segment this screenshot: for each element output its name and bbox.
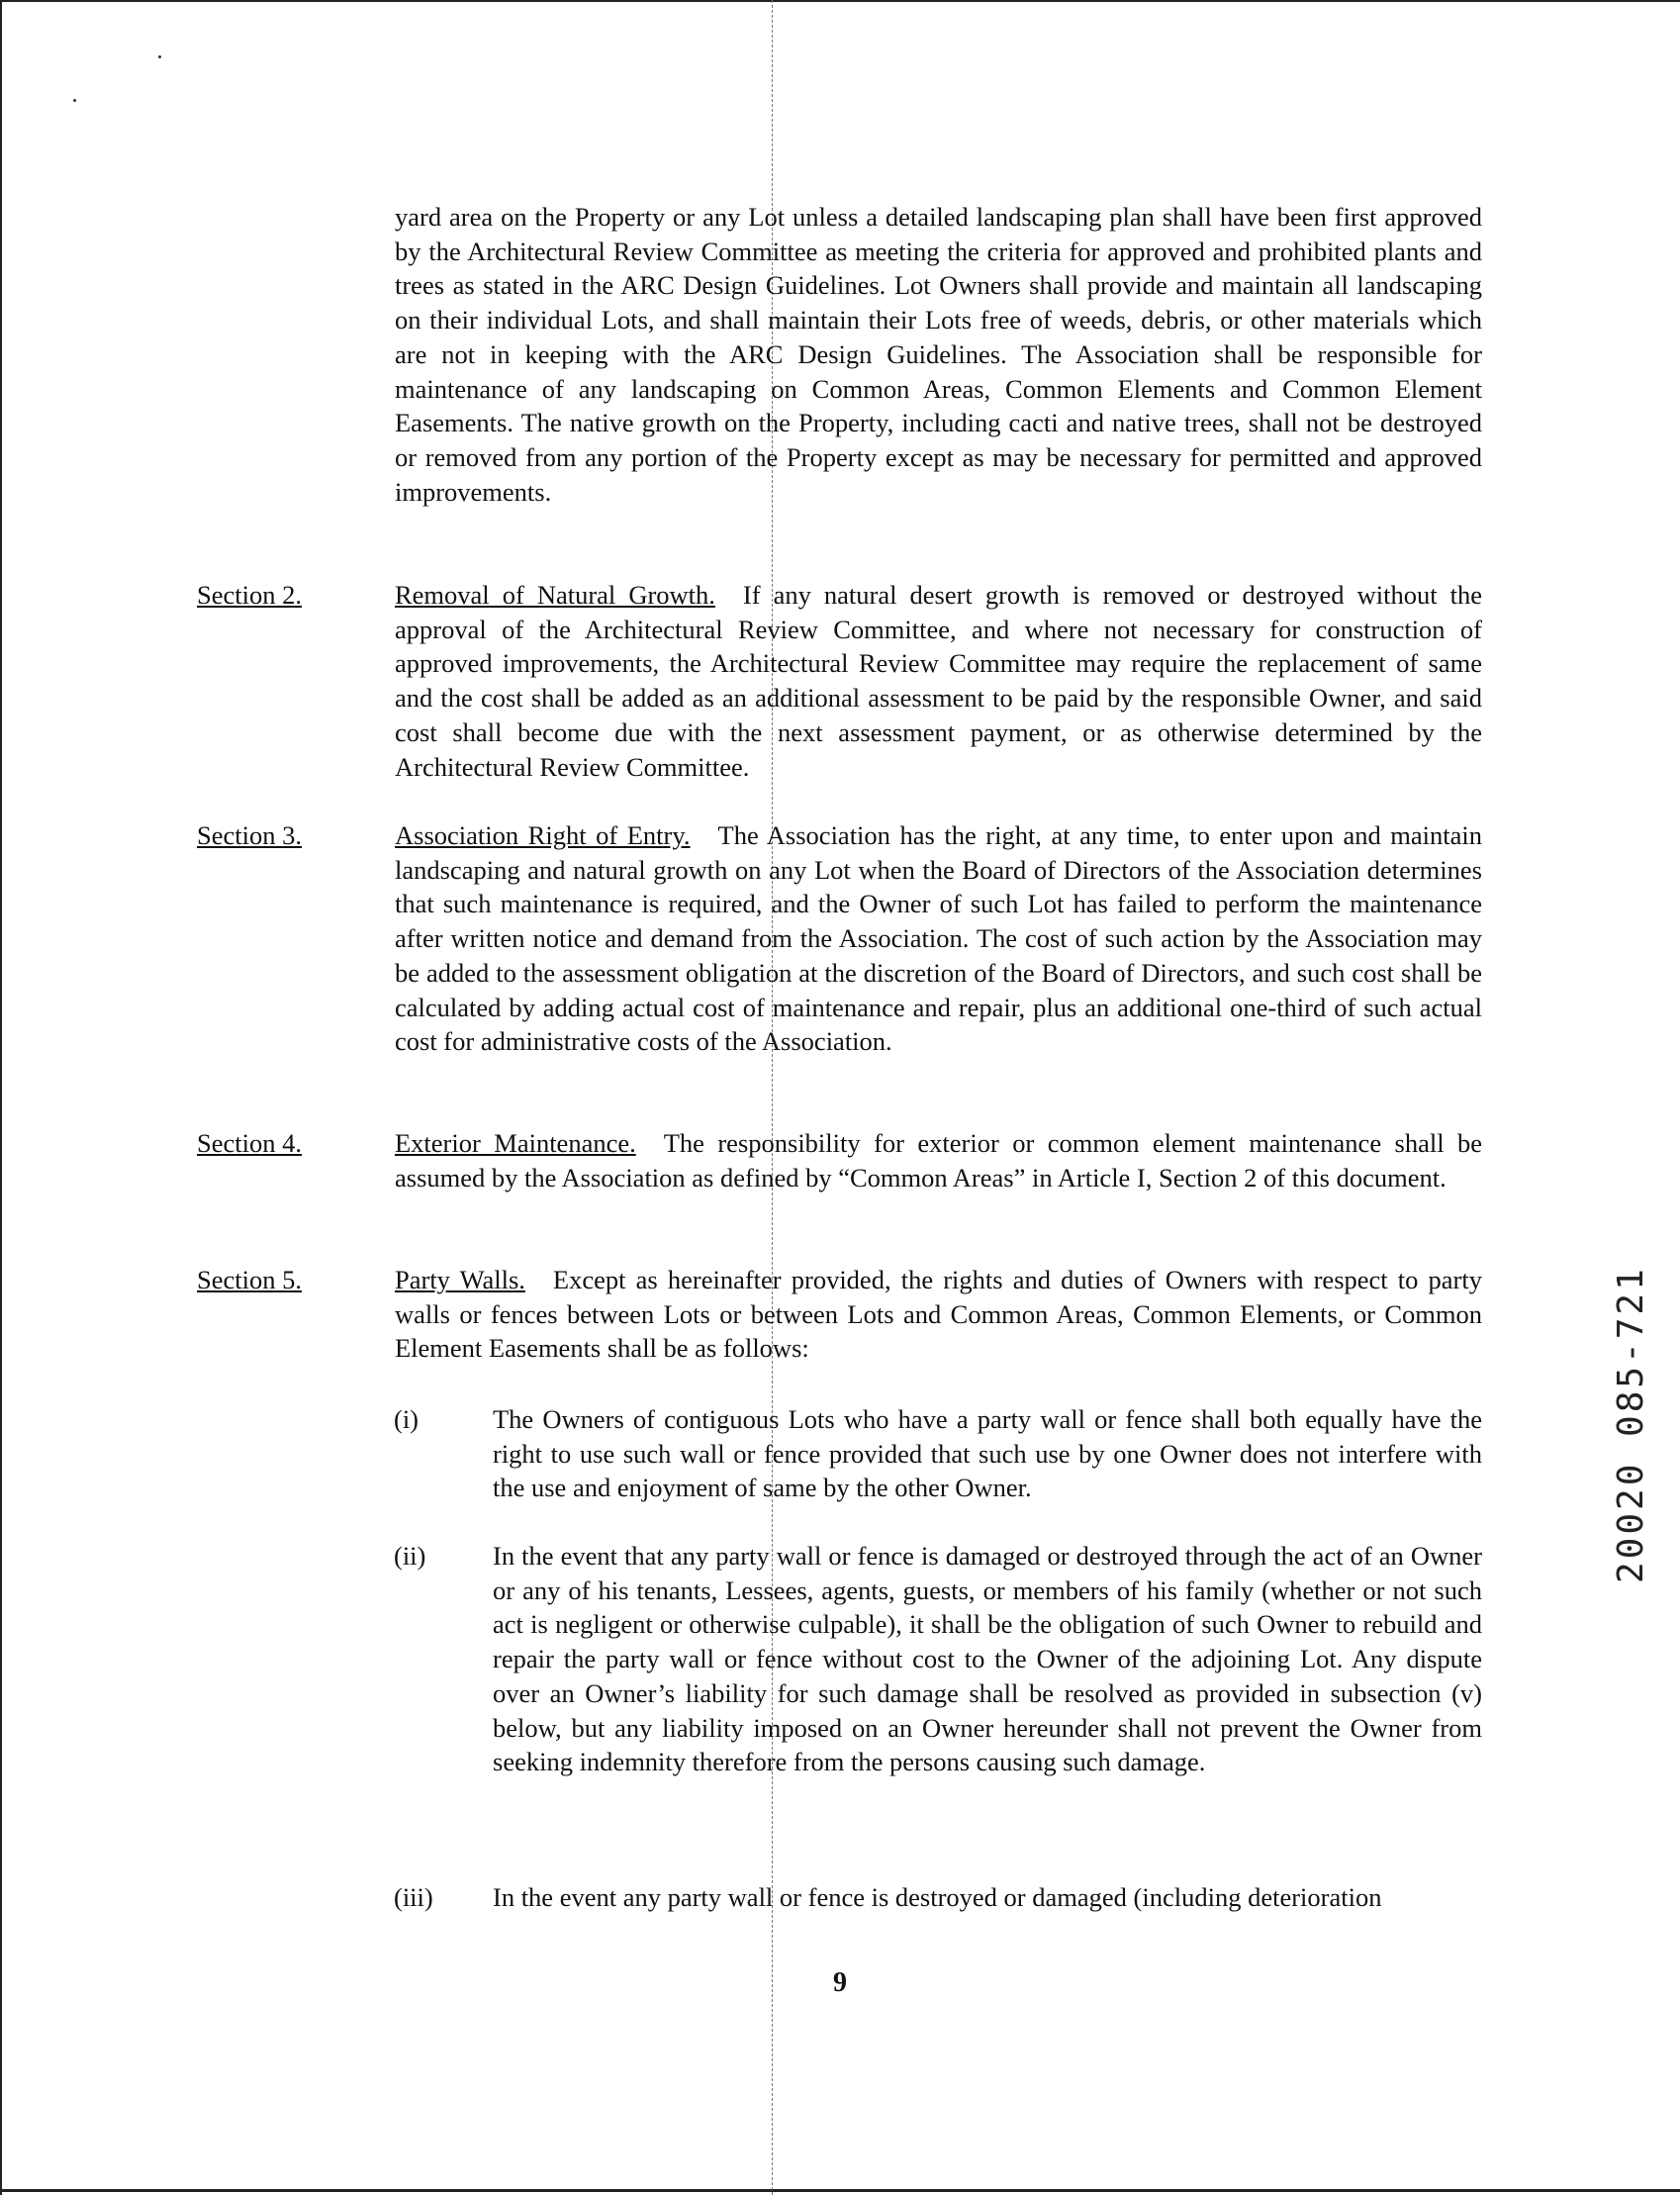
scan-speck: [73, 99, 76, 102]
section-heading: Exterior Maintenance.: [395, 1128, 636, 1158]
subsection-text: In the event that any party wall or fence is damaged or destroyed through the act of an Owner or any of his tenants, Lessees, agents, guests, or members of his family (whether or not such act is negligent or otherwise culpable), it shall be the obligation of such Owner to rebuild and repair the party wall or fence without cost to the Owner of the adjoining Lot. Any dispute over an Owner’s liability for such damage shall be resolved as provided in subsection (v) below, but any liability imposed on an Owner hereunder shall not prevent the Owner from seeking indemnity therefore from the persons causing such damage.: [493, 1541, 1482, 1777]
subsection-text: In the event any party wall or fence is destroyed or damaged (including deterioration: [493, 1882, 1382, 1912]
subsection-text: The Owners of contiguous Lots who have a party wall or fence shall both equally have the right to use such wall or fence provided that such use by one Owner does not interfere with the use and enjoyment of same by the other Owner.: [493, 1404, 1482, 1503]
section-heading: Association Right of Entry.: [395, 820, 691, 850]
section-text: If any natural desert growth is removed or destroyed without the approval of the Architectural Review Committee, and where not necessary for construction of approved improvements, the Architectural Review Committee may require the replacement of same and the cost shall be added as an additional assessment to be paid by the responsible Owner, and said cost shall become due with the next assessment payment, or as otherwise determined by the Architectural Review Committee.: [395, 580, 1482, 782]
section-label: Section 4.: [197, 1128, 302, 1158]
section-heading: Removal of Natural Growth.: [395, 580, 715, 610]
section-body: [395, 578, 1482, 784]
section-label: Section 5.: [197, 1265, 302, 1294]
section-label: Section 3.: [197, 820, 302, 850]
section-label: Section 2.: [197, 580, 302, 610]
section-text: The responsibility for exterior or common element maintenance shall be assumed by the Association as defined by “Common Areas” in Article I, Section 2 of this document.: [395, 1128, 1483, 1193]
subsection-label: (ii): [394, 1541, 426, 1571]
section-body: [395, 1263, 1482, 1366]
page-border: [0, 2189, 1680, 2192]
subsection-label: (i): [394, 1404, 420, 1434]
section-body: [395, 818, 1482, 1059]
opening-paragraph: yard area on the Property or any Lot unless a detailed landscaping plan shall have been first approved by the Architectural Review Committee as meeting the criteria for approved and prohibited plants and trees as stated in the ARC Design Guidelines. Lot Owners shall provide and maintain all landscaping on their individual Lots, and shall maintain their Lots free of weeds, debris, or other materials which are not in keeping with the ARC Design Guidelines. The Association shall be responsible for maintenance of any landscaping on Common Areas, Common Elements and Common Element Easements. The native growth on the Property, including cacti and native trees, shall not be destroyed or removed from any portion of the Property except as may be necessary for permitted and approved improvements.: [395, 202, 1482, 507]
section-text: The Association has the right, at any time, to enter upon and maintain landscaping and natural growth on any Lot when the Board of Directors of the Association determines that such maintenance is required, and the Owner of such Lot has failed to perform the maintenance after written notice and demand from the Association. The cost of such action by the Association may be added to the assessment obligation at the discretion of the Board of Directors, and such cost shall be calculated by adding actual cost of maintenance and repair, plus an additional one-third of such actual cost for administrative costs of the Association.: [395, 820, 1482, 1057]
recording-stamp: 20020 085-721: [1611, 1266, 1651, 1583]
subsection-label: (iii): [394, 1882, 433, 1912]
page-number: 9: [833, 1967, 847, 1998]
page-border: [0, 0, 2, 2195]
section-body: [395, 1126, 1482, 1194]
section-text: Except as hereinafter provided, the rights and duties of Owners with respect to party walls or fences between Lots or between Lots and Common Areas, Common Elements, or Common Element Easements shall be as follows:: [395, 1265, 1482, 1364]
scan-speck: [158, 55, 161, 58]
page-border: [0, 0, 1680, 2]
section-heading: Party Walls.: [395, 1265, 525, 1294]
